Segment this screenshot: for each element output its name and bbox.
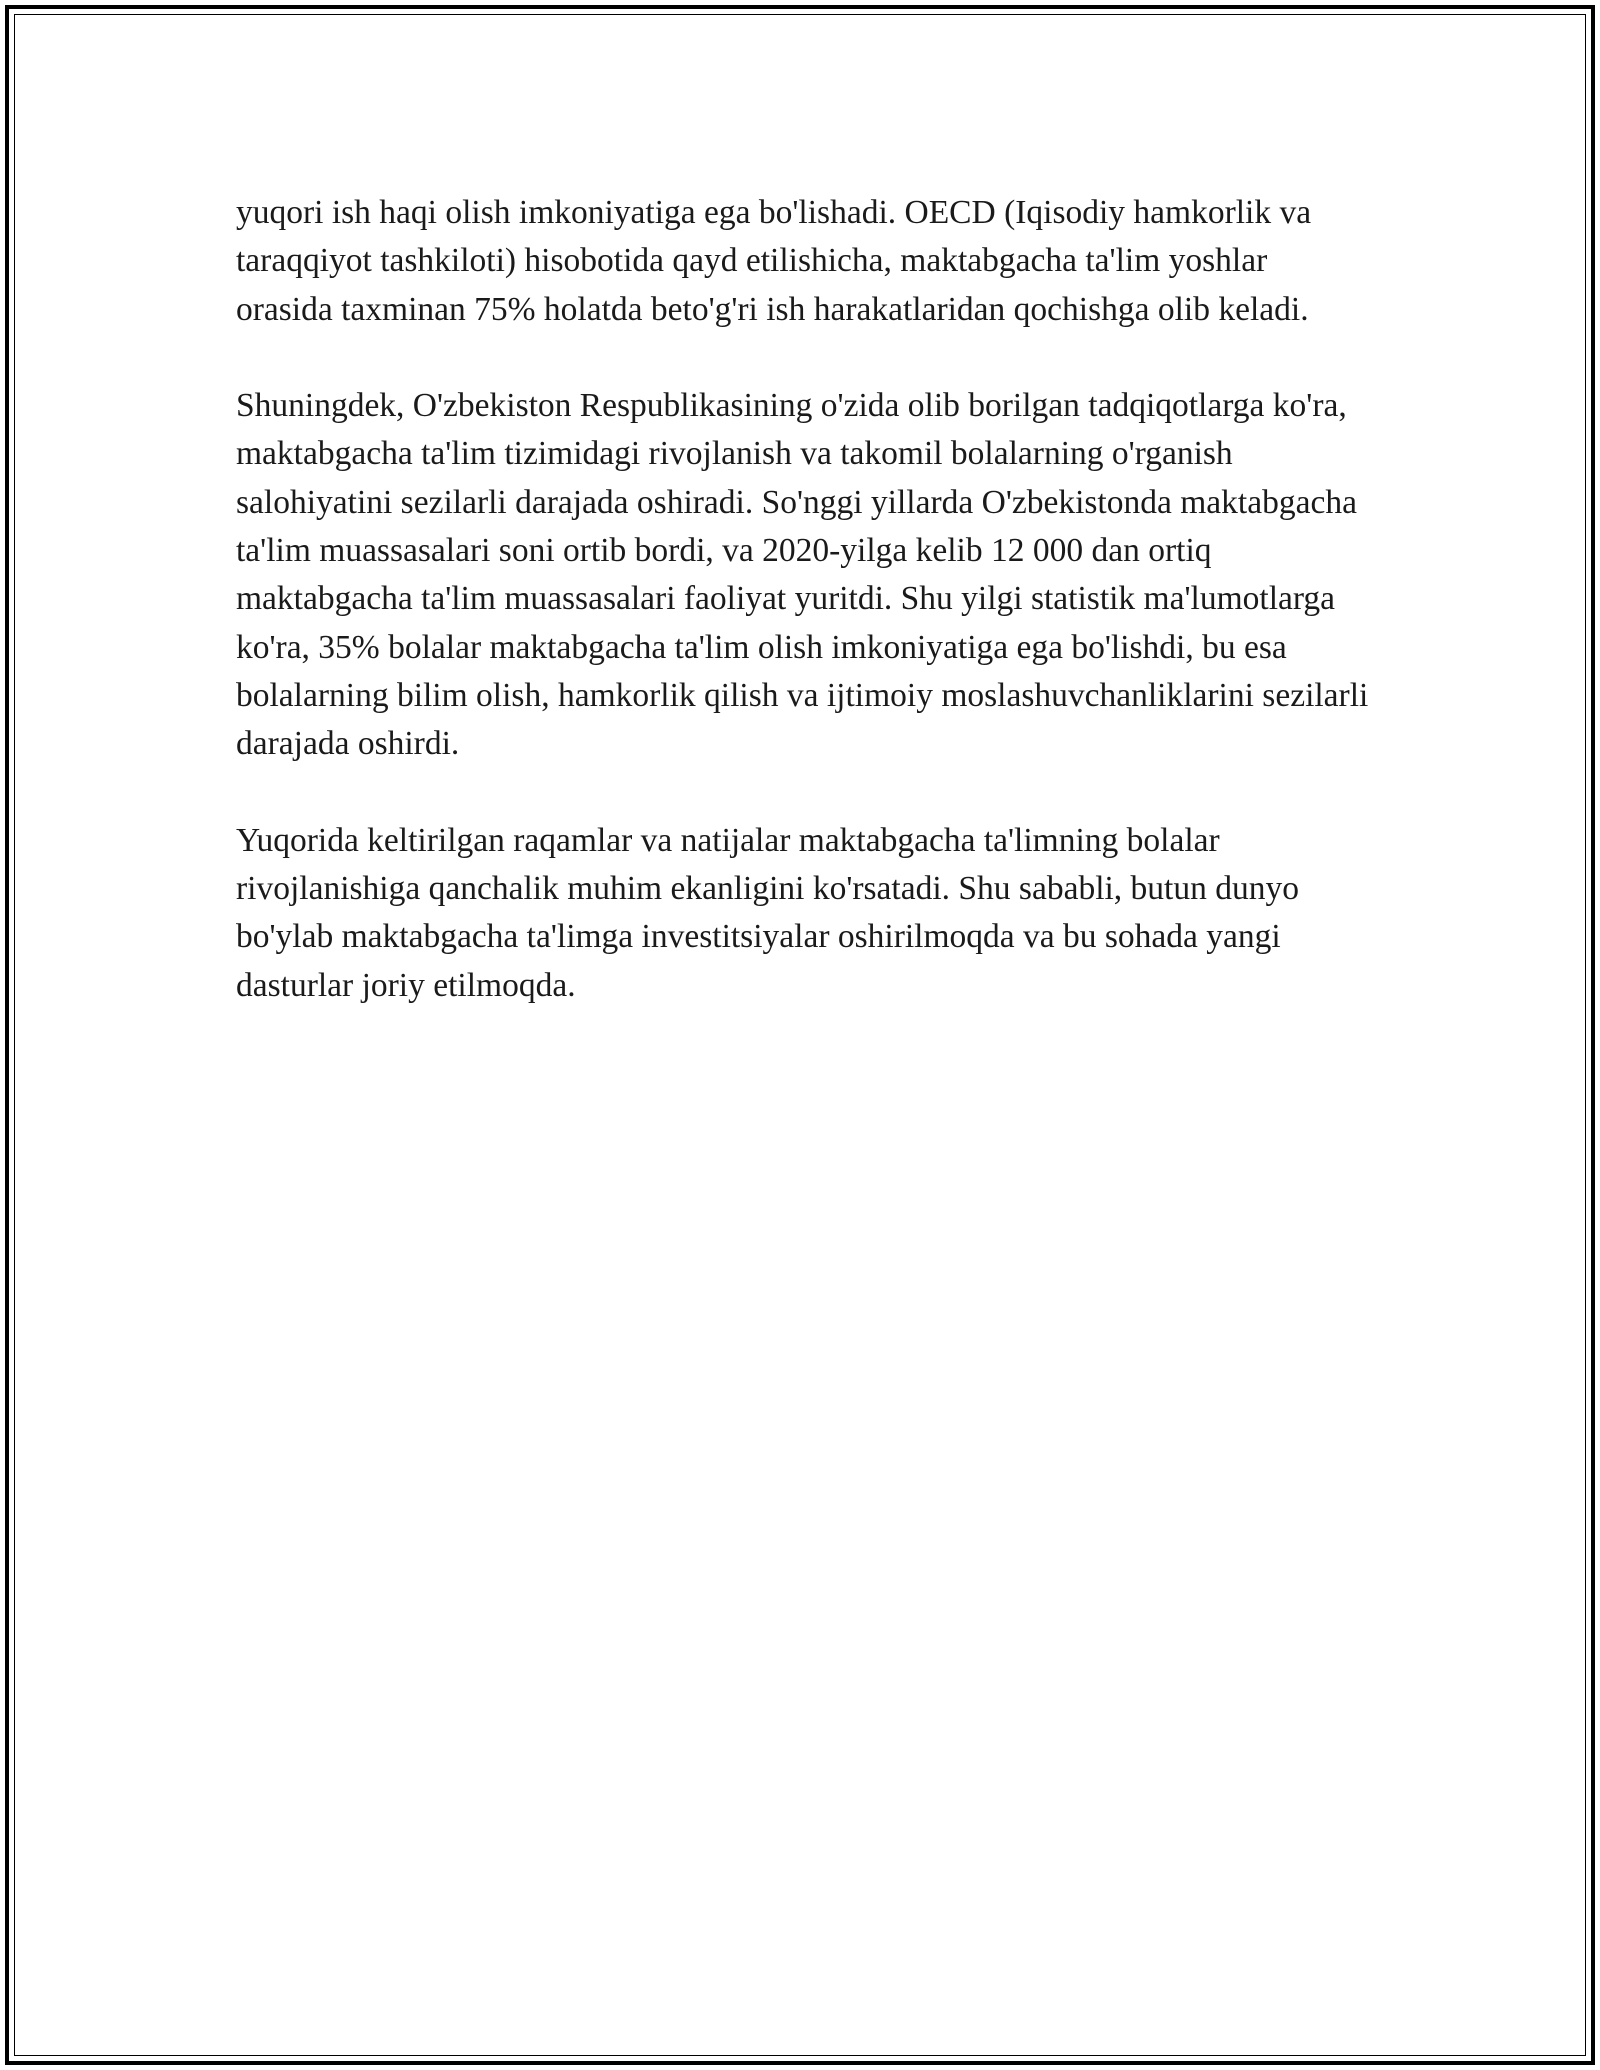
document-body: [236, 189, 1370, 1010]
paragraph-1: yuqori ish haqi olish imkoniyatiga ega bo'lishadi. OECD (Iqisodiy hamkorlik va taraqqiyot tashkiloti) hisobotida qayd etilishicha, maktabgacha ta'lim yoshlar orasida taxminan 75% holatda beto'g'ri ish harakatlaridan qochishga olib keladi.: [236, 194, 1312, 328]
paragraph-2: Shuningdek, O'zbekiston Respublikasining o'zida olib borilgan tadqiqotlarga ko'ra, maktabgacha ta'lim tizimidagi rivojlanish va takomil bolalarning o'rganish salohiyatini sezilarli darajada oshiradi. So'nggi yillarda O'zbekistonda maktabgacha ta'lim muassasalari soni ortib bordi, va 2020-yilga kelib 12 000 dan ortiq maktabgacha ta'lim muassasalari faoliyat yuritdi. Shu yilgi statistik ma'lumotlarga ko'ra, 35% bolalar maktabgacha ta'lim olish imkoniyatiga ega bo'lishdi, bu esa bolalarning bilim olish, hamkorlik qilish va ijtimoiy moslashuvchanliklarini sezilarli darajada oshirdi.: [236, 387, 1369, 763]
paragraph-3: Yuqorida keltirilgan raqamlar va natijalar maktabgacha ta'limning bolalar rivojlanishiga qanchalik muhim ekanligini ko'rsatadi. Shu sababli, butun dunyo bo'ylab maktabgacha ta'limga investitsiyalar oshirilmoqda va bu sohada yangi dasturlar joriy etilmoqda.: [236, 821, 1299, 1004]
